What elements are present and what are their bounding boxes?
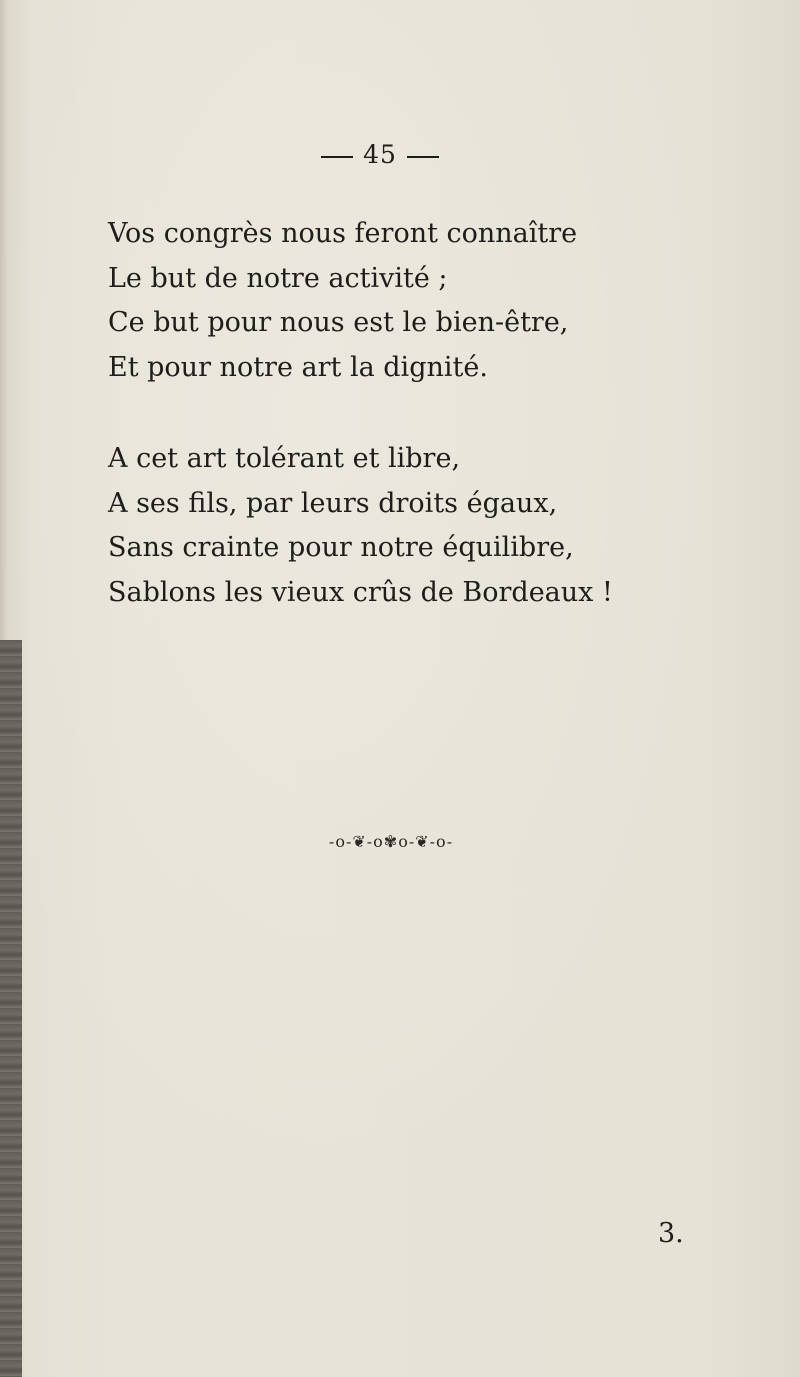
page-number: 45 [363, 140, 397, 169]
signature-mark: 3. [658, 1218, 684, 1249]
poem-stanza-2 [108, 437, 613, 615]
verse-line: A ses fils, par leurs droits égaux, [108, 487, 558, 519]
verse-line: Vos congrès nous feront connaître [108, 218, 578, 249]
dash-right [407, 156, 439, 158]
dash-left [321, 156, 353, 158]
page-gutter-shadow [0, 0, 8, 640]
verse-line: Le but de notre activité ; [108, 262, 448, 294]
verse-line: Et pour notre art la dignité. [108, 351, 488, 383]
poem-stanza-1 [108, 212, 577, 390]
verse-line: Sablons les vieux crûs de Bordeaux ! [108, 576, 613, 608]
page-header [0, 140, 760, 169]
verse-line: A cet art tolérant et libre, [108, 443, 461, 474]
verse-line: Ce but pour nous est le bien-être, [108, 307, 569, 338]
book-binding-edge [0, 640, 22, 1377]
verse-line: Sans crainte pour notre équilibre, [108, 532, 574, 563]
decorative-ornament-icon: -o-❦-o✾o-❦-o- [328, 832, 454, 851]
